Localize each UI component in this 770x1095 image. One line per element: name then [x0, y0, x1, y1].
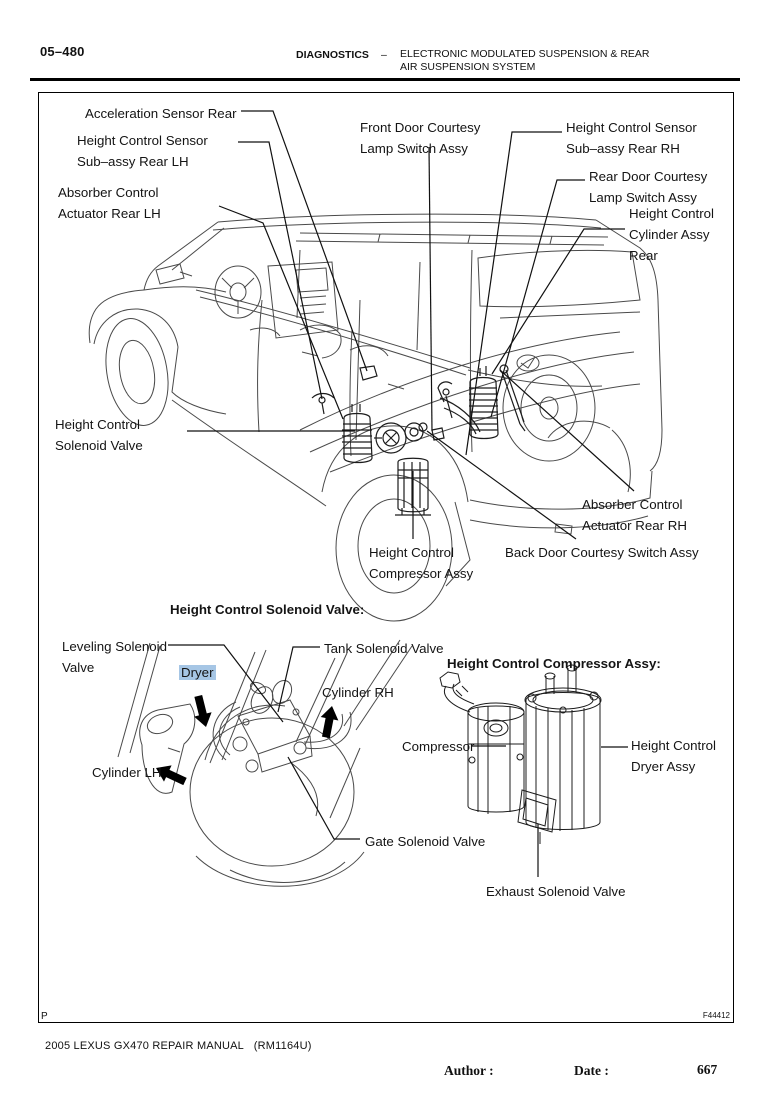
figure-corner-mark: P [41, 1011, 48, 1022]
label-height-control-dryer-assy: Height Control Dryer Assy [631, 738, 716, 774]
footer-page-number: 667 [697, 1062, 718, 1077]
label-rear-door-courtesy-switch: Rear Door Courtesy Lamp Switch Assy [589, 169, 708, 205]
label-height-control-cylinder-rear: Height Control Cylinder Assy Rear [629, 206, 714, 263]
car-components-art [312, 365, 525, 515]
label-height-control-compressor-assy: Height Control Compressor Assy [369, 545, 474, 581]
label-cylinder-lh: Cylinder LH [92, 765, 162, 780]
section-dash: – [381, 49, 387, 61]
footer-manual-title: 2005 LEXUS GX470 REPAIR MANUAL [45, 1040, 244, 1052]
page-code: 05–480 [40, 44, 85, 59]
footer-author-label: Author : [444, 1063, 494, 1078]
dryer-highlight: Dryer [181, 665, 214, 680]
label-height-control-sensor-lh: Height Control Sensor Sub–assy Rear LH [77, 133, 208, 169]
system-title-line2: AIR SUSPENSION SYSTEM [400, 60, 536, 73]
label-acceleration-sensor-rear: Acceleration Sensor Rear [85, 106, 237, 121]
label-exhaust-solenoid-valve: Exhaust Solenoid Valve [486, 884, 626, 899]
label-tank-solenoid-valve: Tank Solenoid Valve [324, 641, 444, 656]
cylinder-rh-arrow-icon [317, 704, 341, 739]
label-height-control-sensor-rh: Height Control Sensor Sub–assy Rear RH [566, 120, 697, 156]
label-gate-solenoid-valve: Gate Solenoid Valve [365, 834, 486, 849]
system-title-line1: ELECTRONIC MODULATED SUSPENSION & REAR [400, 48, 650, 60]
section-title: DIAGNOSTICS [296, 49, 369, 61]
footer-date-label: Date : [574, 1063, 609, 1078]
main-leader-lines [187, 111, 634, 539]
label-front-door-courtesy-switch: Front Door Courtesy Lamp Switch Assy [360, 120, 481, 156]
label-absorber-control-actuator-rh: Absorber Control Actuator Rear RH [582, 497, 687, 533]
figure-number: F44412 [702, 1011, 730, 1020]
label-compressor: Compressor [402, 739, 475, 754]
label-back-door-courtesy-switch: Back Door Courtesy Switch Assy [505, 545, 699, 560]
footer-manual-code: (RM1164U) [253, 1040, 312, 1052]
label-absorber-control-actuator-lh: Absorber Control Actuator Rear LH [58, 185, 161, 221]
label-leveling-solenoid-valve: Leveling Solenoid Valve [62, 639, 167, 675]
label-cylinder-rh: Cylinder RH [322, 685, 394, 700]
footer-manual-line [45, 1040, 312, 1052]
label-height-control-solenoid-valve: Height Control Solenoid Valve [55, 417, 143, 453]
label-dryer [179, 662, 216, 683]
solenoid-detail-heading: Height Control Solenoid Valve: [170, 602, 365, 617]
compressor-detail-heading: Height Control Compressor Assy: [447, 656, 661, 671]
